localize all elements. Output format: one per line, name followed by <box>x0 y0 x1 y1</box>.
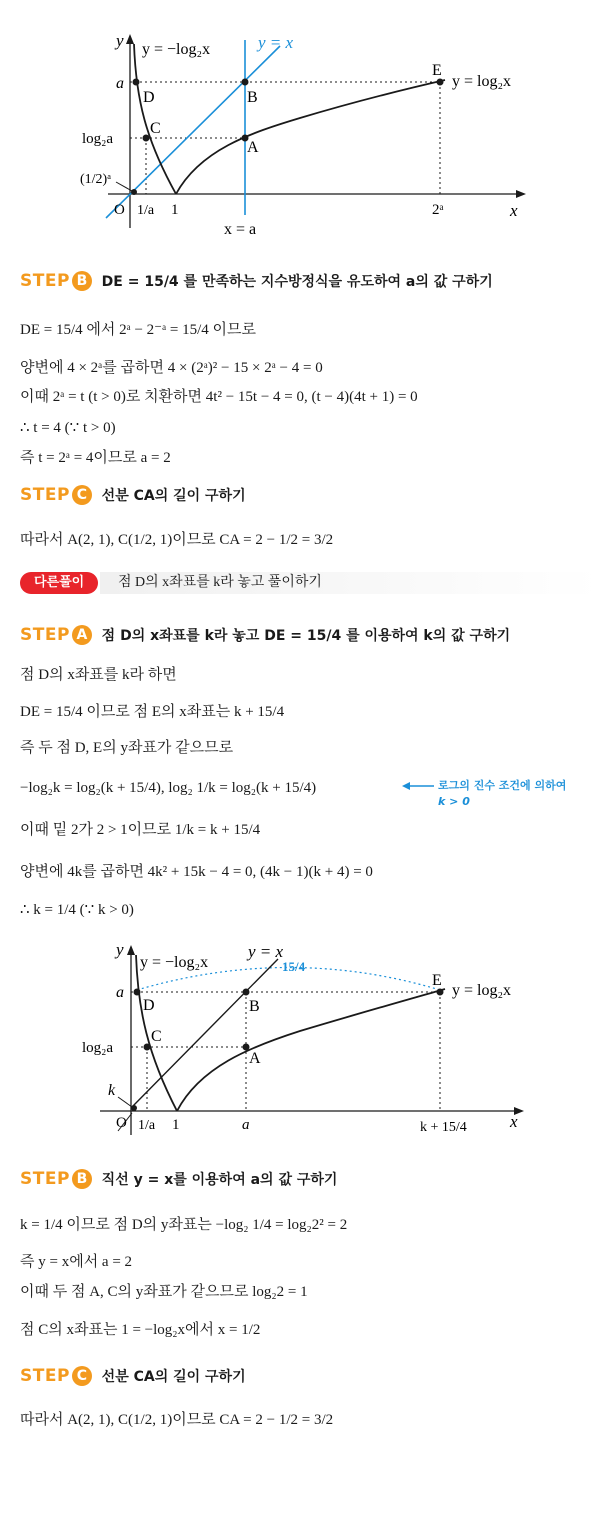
step-b2-line-4: 점 C의 x좌표는 1 = −log₂x에서 x = 1/2 <box>20 1322 261 1338</box>
step-b1-letter: B <box>72 271 92 291</box>
origin-label: O <box>114 202 125 218</box>
y-label-a: a <box>116 984 124 1001</box>
x-axis-label: x <box>510 201 518 220</box>
curve-neg-log2x <box>134 44 176 194</box>
step-a2-line-1: 점 D의 x좌표를 k라 하면 <box>20 667 177 683</box>
step-b2-line-1: k = 1/4 이므로 점 D의 y좌표는 −log₂ 1/4 = log₂2² = 2 <box>20 1217 348 1233</box>
step-b2-line-3: 이때 두 점 A, C의 y좌표가 같으므로 log₂2 = 1 <box>20 1284 308 1300</box>
curve-right-label: y = log₂x <box>452 982 512 999</box>
label-E: E <box>432 62 442 79</box>
y-axis-arrow <box>126 34 134 44</box>
step-b1-name: STEP <box>20 271 70 291</box>
y-label-log2a: log₂a <box>82 131 114 147</box>
log-condition-note <box>438 778 566 810</box>
curve-left-label: y = −log₂x <box>140 954 209 971</box>
label-D: D <box>143 89 155 106</box>
vline-label: x = a <box>224 221 257 238</box>
step-b2-name: STEP <box>20 1169 70 1189</box>
y-label-log2a: log₂a <box>82 1040 114 1056</box>
step-b1-line-5: 즉 t = 2ᵃ = 4이므로 a = 2 <box>20 450 171 466</box>
line-yx-label: y = x <box>258 33 294 52</box>
label-E: E <box>432 972 442 989</box>
tick-1: 1 <box>171 202 179 218</box>
label-C: C <box>151 1028 162 1045</box>
point-half-pow <box>131 189 137 195</box>
label-B: B <box>249 998 260 1015</box>
point-C <box>143 135 150 142</box>
curve-right-label: y = log₂x <box>452 73 512 90</box>
step-a2-header <box>20 624 510 647</box>
point-D <box>134 989 141 996</box>
step-a2-title: 점 D의 x좌표를 k라 놓고 DE = 15/4 를 이용하여 k의 값 구하기 <box>101 628 511 644</box>
tick-2a: 2ᵃ <box>432 202 444 218</box>
y-label-half-pow: (1/2)ᵃ <box>80 172 112 187</box>
alt-solution-badge: 다른풀이 <box>20 572 98 594</box>
step-a2-line-6: 양변에 4k를 곱하면 4k² + 15k − 4 = 0, (4k − 1)(k + 4) = 0 <box>20 864 373 880</box>
step-b1-title: DE = 15/4 를 만족하는 지수방정식을 유도하여 a의 값 구하기 <box>101 274 493 290</box>
step-b1-line-1: DE = 15/4 에서 2ᵃ − 2⁻ᵃ = 15/4 이므로 <box>20 322 257 338</box>
step-c2-header <box>20 1365 246 1388</box>
step-c2-line: 따라서 A(2, 1), C(1/2, 1)이므로 CA = 2 − 1/2 = 3/2 <box>20 1412 334 1428</box>
label-A: A <box>247 139 259 156</box>
curve-log2x <box>177 989 445 1111</box>
step-b2-header <box>20 1168 337 1191</box>
tick-frac: 1/a <box>138 1118 156 1133</box>
step-c1-name: STEP <box>20 485 70 505</box>
arc-label: 15/4 <box>282 959 306 974</box>
step-a2-line-4: −log₂k = log₂(k + 15/4), log₂ 1/k = log₂(k + 15/4) <box>20 780 317 796</box>
step-a2-name: STEP <box>20 625 70 645</box>
step-c1-line: 따라서 A(2, 1), C(1/2, 1)이므로 CA = 2 − 1/2 = 3/2 <box>20 532 334 548</box>
step-c1-title: 선분 CA의 길이 구하기 <box>101 488 246 504</box>
step-b2-letter: B <box>72 1169 92 1189</box>
label-B: B <box>247 89 258 106</box>
line-yx-label: y = x <box>248 942 284 961</box>
point-k <box>131 1105 137 1111</box>
step-c1-header <box>20 484 246 507</box>
step-b1-header <box>20 270 493 293</box>
step-b2-title: 직선 y = x를 이용하여 a의 값 구하기 <box>101 1172 338 1188</box>
step-c2-name: STEP <box>20 1366 70 1386</box>
y-axis-arrow <box>127 945 135 955</box>
step-b1-line-4: ∴ t = 4 (∵ t > 0) <box>20 420 116 436</box>
y-axis-label: y <box>116 31 124 50</box>
point-C <box>144 1044 151 1051</box>
step-a2-line-7: ∴ k = 1/4 (∵ k > 0) <box>20 902 134 918</box>
origin-label: O <box>116 1115 127 1131</box>
x-axis-label: x <box>510 1112 518 1131</box>
curve-left-label: y = −log₂x <box>142 41 211 58</box>
y-label-a: a <box>116 75 124 92</box>
step-b1-line-3: 이때 2ᵃ = t (t > 0)로 치환하면 4t² − 15t − 4 = 0, (t − 4)(4t + 1) = 0 <box>20 389 418 405</box>
step-c1-letter: C <box>72 485 92 505</box>
note-line-1: 로그의 진수 조건에 의하여 <box>438 779 567 792</box>
point-B <box>243 989 250 996</box>
note-arrow <box>402 780 436 792</box>
label-C: C <box>150 120 161 137</box>
label-D: D <box>143 997 155 1014</box>
point-D <box>133 79 140 86</box>
alt-solution-text: 점 D의 x좌표를 k라 놓고 풀이하기 <box>118 575 322 590</box>
step-a2-line-2: DE = 15/4 이므로 점 E의 x좌표는 k + 15/4 <box>20 704 285 720</box>
step-c2-letter: C <box>72 1366 92 1386</box>
graph-1 <box>0 0 602 250</box>
step-a2-line-3: 즉 두 점 D, E의 y좌표가 같으므로 <box>20 740 234 756</box>
tick-a: a <box>242 1117 250 1133</box>
point-E <box>437 989 444 996</box>
step-c2-title: 선분 CA의 길이 구하기 <box>101 1369 246 1385</box>
y-axis-label: y <box>116 940 124 959</box>
tick-frac: 1/a <box>137 203 155 218</box>
step-a2-line-5: 이때 밑 2가 2 > 1이므로 1/k = k + 15/4 <box>20 822 261 838</box>
point-B <box>242 79 249 86</box>
tick-k: k + 15/4 <box>420 1120 467 1135</box>
point-E <box>437 79 444 86</box>
step-b2-line-2: 즉 y = x에서 a = 2 <box>20 1254 133 1270</box>
curve-log2x <box>176 80 445 194</box>
step-a2-letter: A <box>72 625 92 645</box>
graph-2 <box>0 935 602 1150</box>
note-line-2: k > 0 <box>438 795 470 808</box>
tick-1: 1 <box>172 1117 180 1133</box>
label-A: A <box>249 1050 261 1067</box>
pointer-k <box>118 1097 132 1107</box>
y-label-k: k <box>108 1082 116 1099</box>
step-b1-line-2: 양변에 4 × 2ᵃ를 곱하면 4 × (2ᵃ)² − 15 × 2ᵃ − 4 = 0 <box>20 360 323 376</box>
x-axis-arrow <box>516 190 526 198</box>
